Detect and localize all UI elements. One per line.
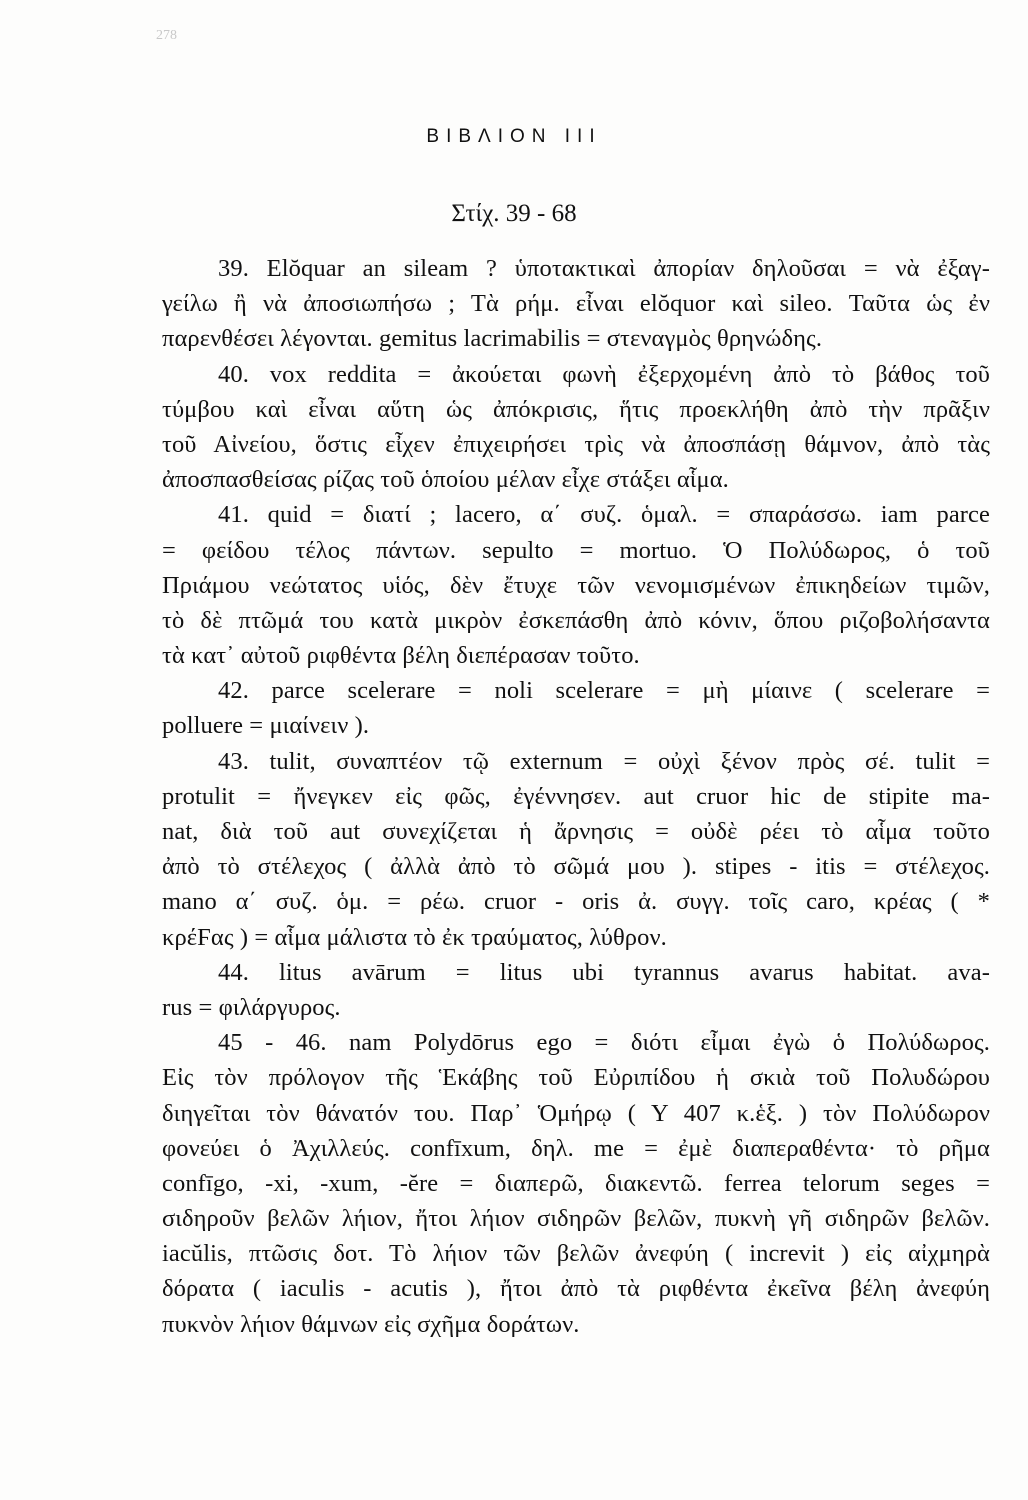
text-line: 45 - 46. nam Polydōrus ego = διότι εἶμαι ἐγὼ ὁ Πολύδωρος.: [218, 1029, 990, 1057]
text-line: ἀποσπασθείσας ρίζας τοῦ ὁποίου μέλαν εἶχε στάξει αἷμα.: [162, 466, 729, 494]
text-line: ἀπὸ τὸ στέλεχος ( ἀλλὰ ἀπὸ τὸ σῶμά μου ). stipes - itis = στέλεχος.: [162, 853, 990, 881]
text-line: Εἰς τὸν πρόλογον τῆς Ἑκάβης τοῦ Εὐριπίδου ἡ σκιὰ τοῦ Πολυδώρου: [162, 1064, 990, 1092]
text-line: = φείδου τέλος πάντων. sepulto = mortuo. Ὁ Πολύδωρος, ὁ τοῦ: [162, 536, 990, 564]
text-line: τὰ κατ᾿ αὐτοῦ ριφθέντα βέλη διεπέρασαν τοῦτο.: [162, 642, 640, 670]
commentary-text: [162, 251, 990, 1342]
text-line: Πριάμου νεώτατος υἱός, δὲν ἔτυχε τῶν νενομισμένων ἐπικηδείων τιμῶν,: [162, 571, 990, 599]
text-line: 44. litus avārum = litus ubi tyrannus avarus habitat. ava-: [218, 958, 990, 986]
text-line: iacŭlis, πτῶσις δοτ. Τὸ λήιον τῶν βελῶν ἀνεφύη ( increvit ) εἰς αἰχμηρὰ: [162, 1240, 990, 1268]
section-subtitle: Στίχ. 39 - 68: [451, 200, 577, 227]
text-line: παρενθέσει λέγονται. gemitus lacrimabilis = στεναγμὸς θρηνώδης.: [162, 325, 823, 353]
text-line: πυκνὸν λήιον θάμνων εἰς σχῆμα δοράτων.: [162, 1310, 580, 1338]
text-line: φονεύει ὁ Ἀχιλλεύς. confīxum, δηλ. me = ἐμὲ διαπεραθέντα· τὸ ρῆμα: [162, 1134, 990, 1162]
text-line: 42. parce scelerare = noli scelerare = μὴ μίαινε ( scelerare =: [218, 677, 990, 705]
text-line: protulit = ἤνεγκεν εἰς φῶς, ἐγέννησεν. aut cruor hic de stipite ma-: [162, 782, 990, 810]
text-line: rus = φιλάργυρος.: [162, 993, 341, 1021]
text-line: γείλω ἢ νὰ ἀποσιωπήσω ; Τὰ ρήμ. εἶναι elŏquor καὶ sileo. Ταῦτα ὡς ἐν: [162, 290, 990, 318]
text-line: διηγεῖται τὸν θάνατόν του. Παρ᾿ Ὁμήρῳ ( Υ 407 κ.ἑξ. ) τὸν Πολύδωρον: [162, 1099, 990, 1127]
text-line: τοῦ Αἰνείου, ὅστις εἶχεν ἐπιχειρήσει τρὶς νὰ ἀποσπάσῃ θάμνον, ἀπὸ τὰς: [162, 430, 990, 458]
text-line: nat, διὰ τοῦ aut συνεχίζεται ἡ ἄρνησις = οὐδὲ ρέει τὸ αἷμα τοῦτο: [162, 818, 990, 845]
text-line: κρέϜας ) = αἷμα μάλιστα τὸ ἐκ τραύματος, λύθρον.: [162, 923, 667, 951]
text-line: τύμβου καὶ εἶναι αὕτη ὡς ἀπόκρισις, ἥτις προεκλήθη ἀπὸ τὴν πρᾶξιν: [162, 395, 990, 423]
text-line: polluere = μιαίνειν ).: [162, 712, 370, 740]
page-number: 278: [156, 28, 177, 43]
text-line: 41. quid = διατί ; lacero, α΄ συζ. ὁμαλ. = σπαράσσω. iam parce: [218, 501, 990, 529]
running-head: ΒΙΒΛΙΟΝ III: [426, 126, 602, 147]
text-line: τὸ δὲ πτῶμά του κατὰ μικρὸν ἐσκεπάσθη ἀπὸ κόνιν, ὅπου ριζοβολήσαντα: [162, 606, 990, 634]
text-line: σιδηροῦν βελῶν λήιον, ἤτοι λήιον σιδηρῶν βελῶν, πυκνὴ γῆ σιδηρῶν βελῶν.: [162, 1205, 990, 1233]
text-line: 40. vox reddita = ἀκούεται φωνὴ ἐξερχομένη ἀπὸ τὸ βάθος τοῦ: [218, 360, 990, 388]
text-line: confīgo, -xi, -xum, -ĕre = διαπερῶ, διακεντῶ. ferrea telorum seges =: [162, 1169, 990, 1197]
text-line: 43. tulit, συναπτέον τῷ externum = οὐχὶ ξένον πρὸς σέ. tulit =: [218, 747, 990, 775]
text-line: mano α΄ συζ. ὁμ. = ρέω. cruor - oris ἀ. συγγ. τοῖς caro, κρέας ( *: [162, 888, 990, 916]
text-line: δόρατα ( iaculis - acutis ), ἤτοι ἀπὸ τὰ ριφθέντα ἐκεῖνα βέλη ἀνεφύη: [162, 1275, 990, 1303]
text-line: 39. Elŏquar an sileam ? ὑποτακτικαὶ ἀπορίαν δηλοῦσαι = νὰ ἐξαγ-: [218, 255, 990, 282]
